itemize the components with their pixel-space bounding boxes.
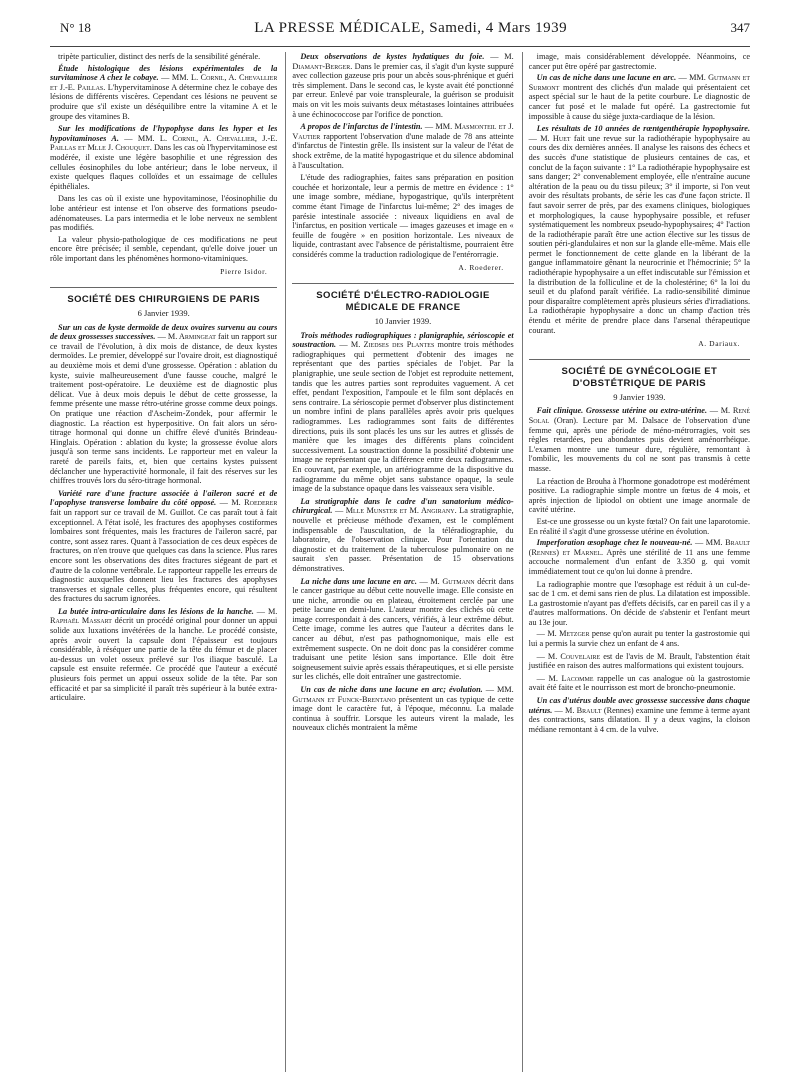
article-authors: — MM. Gutmann et Surmont: [528, 73, 751, 92]
article-authors: — M. Gutmann: [419, 576, 475, 586]
article-title: Variété rare d'une fracture associée à l'aileron sacré et de l'apophyse transverse lombaire du côté opposé.: [50, 488, 278, 508]
comment-author: — M. Metzger: [536, 629, 590, 639]
signature: A. Dariaux.: [698, 339, 741, 349]
article-authors: — M. René Solal: [528, 406, 751, 425]
article: [50, 323, 277, 486]
article: [292, 331, 513, 494]
paragraph: La radiographie montre que l'œsophage est réduit à un cul-de-sac de 1 cm. et demi sans rien de plus. La dilatation est impossible. La gastrostomie n'ayant pas d'effets décisifs, car en pareil cas il y a d'autres malformations. On décide de s'abstenir et l'enfant meurt au 13e jour.: [528, 579, 751, 627]
section-heading: SOCIÉTÉ DE GYNÉCOLOGIE ET D'OBSTÉTRIQUE DE PARIS: [561, 365, 718, 389]
article: [292, 52, 513, 119]
article-body: montre trois méthodes radiographiques qui permettent d'obtenir des images ne représentant que des parties spéciales de l'objet. Par la planigraphie, une seule section de l'objet est reproduite nettement, tandis que les autres parties sont reproduites vaguement. A cet effet, pendant l'exposition, l'ampoule et le film sont déplacés en sens contraire. La sérioscopie permet d'observer plus distinctement un nombre infini de plans parallèles après avoir pris quelques radiogrammes. Les radiogrammes sont faits de différentes directions, puis ils sont placés les uns sur les autres et glissés de manière que les images des différents plans coïncident successivement. La soustraction donne la possibilité d'obtenir une image ne représentant que la différence entre deux radiogrammes. En couvrant, par exemple, un artériogramme de la dispositive du radiogramme du même objet sans substance opaque, la seule image de la substance opaque dans les vaisseaux sera visible.: [292, 340, 514, 494]
paragraph: image, mais considérablement développée. Néanmoins, ce cancer put être opéré par gastrectomie.: [528, 52, 751, 71]
article-authors: — M. Brault: [554, 705, 602, 715]
comment-body: est de l'avis de M. Brault, l'abstention était justifiée en raison des autres malformations qui existent toujours.: [528, 651, 751, 671]
article-title: Étude histologique des lésions expérimentales de la survitaminose A chez le cobaye.: [50, 63, 278, 83]
article: [292, 497, 513, 574]
header-rule: [50, 46, 750, 47]
article: [292, 685, 513, 733]
paragraph: tripète particulier, distinct des nerfs de la sensibilité générale.: [58, 52, 261, 61]
page-number: 347: [730, 20, 750, 35]
column-2: [285, 52, 513, 1072]
article-title: A propos de l'infarctus de l'intestin.: [300, 122, 423, 132]
signature: A. Roederer.: [458, 263, 504, 273]
comment-body: rappelle un cas analogue où la gastrostomie avait été faite et le nourrisson est mort de broncho-pneumonie.: [528, 673, 751, 693]
article-title: Sur un cas de kyste dermoïde de deux ovaires survenu au cours de deux grossesses successives.: [50, 322, 278, 342]
article: [50, 607, 277, 703]
columns: [50, 52, 750, 1072]
article-title: Les résultats de 10 années de rœntgenthérapie hypophysaire.: [536, 124, 751, 134]
article-title: Deux observations de kystes hydatiques du foie.: [300, 52, 485, 61]
paragraph: L'étude des radiographies, faites sans préparation en position couchée et horizontale, leur a permis de mettre en évidence : 1° une image sombre, médiane, hypogastrique, qu'ils interprètent comme étant l'image de l'infarctus lui-même; 2° des images de parésie intestinale associée : niveaux liquidiens en aval de l'infarctus, en position verticale — images gazeuses et image en « feuille de fougère » en position horizontale. Les niveaux de liquide, contrastant avec l'absence de péristaltisme, pourraient être considérés comme la traduction radiologique de l'entérorragie.: [292, 173, 514, 259]
article: [529, 696, 750, 734]
article-authors: — MM. L. Cornil, A. Chevallier, J.-E. Paillas et Mlle J. Chouquet.: [50, 133, 278, 153]
section-heading: SOCIÉTÉ D'ÉLECTRO-RADIOLOGIE MÉDICALE DE FRANCE: [316, 290, 490, 314]
article-body: fait un rapport sur ce travail de M. Guillot. Ce cas paraît tout à fait exceptionnel. A l'état isolé, les fractures des apophyses costiformes lombaires sont fréquentes, mais les fractures de l'aileron sacré, par contre, sont assez rares. Quant à l'association de ces deux espèces de fractures, on n'en trouve que quelques cas dans la science. Plus rares encore sont les observations des dites fractures siégeant de part et d'autre de la colonne vertébrale. Le rapporteur rappelle les erreurs de diagnostic auxquelles donnent lieu les fractures des apophyses transverses et signale celles, plus fréquentes encore, qui résultent des fractures du sacrum ignorées.: [50, 507, 278, 604]
article-body: présentent un cas typique de cette image dont le caractère fut, à l'époque, méconnu. La malade continua à souffrir. Lorsque les auteurs virent la malade, les nouveaux clichés montraient la même: [292, 694, 514, 733]
article-title: Sur les modifications de l'hypophyse dans les hyper et les hypovitaminoses A.: [50, 124, 278, 143]
article-body: décrit un procédé original pour donner un appui solide aux luxations invétérées de la hanche. Le procédé consiste, après avoir ouvert la capsule dont l'épaisseur est toujours considérable, à réséquer une partie de la tête du fémur et de placer au-dessus un volet osseux prélevé sur l'os iliaque basculé. La capsule est ensuite refermée. Ce procédé que l'auteur a exécuté plusieurs fois permet un appui osseux solide de la tête. Par son efficacité et par sa simplicité il paraît très supérieur à la butée extra-articulaire.: [50, 616, 278, 703]
article-authors: — MM. Masmonteil et J. Vautier: [292, 122, 514, 141]
article-body: fait un rapport sur ce travail de l'évolution, à dix mois de distance, de deux kystes dermoïdes. Le premier, développé sur l'ovaire droit, est diagnostiqué au deuxième mois et demi d'une grossesse. Opération : ablation du kyste, suivie malheureusement d'une fausse couche, malgré le traitement post-opératoire. Le deuxième est de diagnostic plus délicat. Vue à deux mois depuis le début de cette grossesse, la femme présente une masse rétro-utérine grosse comme deux poings. On pratique une réaction d'Ascheim-Zondek, pour affermir le diagnostic. La réaction est hyperpositive. On fait alors un séro-titrage hormonal qui donne un chiffre élevé d'unités Brindeau-Hinglais. Opération : ablation du kyste; la grossesse évolue alors jusqu'à son terme sans incidents. Le rapporteur met en valeur la rareté de pareils faits, et, bien que certains kystes puissent déclancher une hyperactivité hormonale, il fait des réserves sur les chiffres trouvés lors du séro-titrage hormonal.: [50, 332, 278, 486]
section-header: [50, 287, 277, 319]
paragraph: Est-ce une grossesse ou un kyste fœtal? On fait une laparotomie. En réalité il s'agit d'une grossesse utérine en évolution.: [528, 516, 751, 536]
article-title: Trois méthodes radiographiques : planigraphie, sérioscopie et soustraction.: [292, 330, 514, 350]
signature: Pierre Isidor.: [220, 267, 268, 277]
comment: [529, 652, 750, 671]
article-body: La stratigraphie, nouvelle et précieuse méthode d'examen, est le complément indispensable de l'auscultation, de la téléradiographie, du laboratoire, de l'observation clinique. Pour l'orientation du diagnostic et du traitement de la tuberculose pulmonaire on ne saurait s'en passer. Présentation de 15 observations démonstratives.: [292, 506, 514, 573]
article: [292, 122, 513, 170]
article-title: La niche dans une lacune en arc.: [300, 576, 417, 586]
journal-title: LA PRESSE MÉDICALE, Samedi, 4 Mars 1939: [254, 20, 568, 36]
section-heading: SOCIÉTÉ DES CHIRURGIENS DE PARIS: [67, 294, 260, 306]
article-body: montrent des clichés d'un malade qui présentaient cet aspect spécial sur le haut de la petite courbure. Le diagnostic de cancer fut posé et le malade fut opéré. La gastrectomie fut impossible à cause du siège juxta-cardiaque de la lésion.: [528, 82, 751, 121]
article-authors: — M. Raphaël Massart: [50, 606, 278, 626]
issue-number: N° 18: [60, 20, 91, 35]
section-date: 6 Janvier 1939.: [137, 308, 190, 319]
article-title: Un cas de niche dans une lacune en arc; évolution.: [300, 685, 483, 695]
comment-author: — M. Lacomme: [536, 673, 594, 683]
article-body: Dans le premier cas, il s'agit d'un kyste suppuré avec collection gazeuse pris pour un abcès sous-phrénique et guéri très simplement. Dans le second cas, le kyste avait été ponctionné par erreur. Enlevé par voie transpleurale, la guérison se produisit mais on vit les mois suivants deux métastases lointaines attribuées à une échinococcose par l'orifice de ponction.: [292, 61, 514, 119]
article-body: décrit dans le cancer gastrique au début cette nouvelle image. Elle consiste en une niche, arrondie ou en plateau, étroitement cerclée par une petite lacune en demi-lune. L'auteur montre des clichés où cette image correspondait à des cancers, vérifiés, à leur extrême début. Cette image, comme les autres que l'auteur a décrites dans le cancer au début, n'est pas pathognomonique, mais elle est extrêmement suspecte. On ne doit donc pas la considérer comme traduisant une petite lésion sans importance. Elle doit être soigneusement suivie après essais thérapeutiques, et si elle persiste sur les clichés, elle doit entraîner une gastrectomie.: [292, 576, 514, 682]
article-title: La stratigraphie dans le cadre d'un sanatorium médico-chirurgical.: [292, 496, 514, 516]
paragraph: La réaction de Brouha à l'hormone gonadotrope est modérément positive. La radiographie simple montre un fœtus de 4 mois, et après injection de lipiodol on obtient une image anormale de cavité utérine.: [528, 476, 751, 515]
column-3: [522, 52, 750, 1072]
article-body: (Rennes) examine une femme à terme ayant des contractions, sans dilatation. Il y a deux vagins, la cloison médiane remontant à 4 cm. de la vulve.: [528, 705, 751, 734]
article: [529, 538, 750, 576]
article: [529, 73, 750, 121]
article-body: Dans les cas où l'hypervitaminose est modérée, il existe une légère basophilie et une régression des cellules éosinophiles du lobe antérieur; dans le lobe nerveux, il existe quelques flaques colloïdes et un essaimage de cellules épithéliales.: [50, 143, 278, 191]
comment: [529, 629, 750, 648]
article-title: Un cas d'utérus double avec grossesse successive dans chaque utérus.: [528, 696, 751, 715]
section-header: [292, 283, 513, 327]
article-body: fait une revue sur la radiothérapie hypophysaire au cours des dix dernières années. Il analyse les raisons des échecs et des succès d'une statistique de plusieurs centaines de cas, et conclut de la façon suivante : 1° La radiothérapie hypophysaire est sans danger; 2° convenablement employée, elle n'entraîne aucune altération de la peau ou du tissu pileux; 3° il importe, si l'on veut avoir des résultats probants, de série les cas d'une façon stricte. Il faut savoir serrer de près, par des examens cliniques, biologiques et morphologiques, la cause hypophysaire possible, et refuser systématiquement les nombreux pseudo-hypophysaires; 4° l'action de la radiothérapie paraît être une action élective sur les tissus de soutien péri-glandulaires et non sur la glande elle-même. Mais elle permet le fonctionnement de cette glande en la libérant de la gangue inflammatoire gênant la neurocrinie et l'hémocrinie; 5° la radiothérapie hypophysaire a un effet indiscutable sur l'émission et la distribution de la folliculine et de la cholestérine; 6° la loi du seuil et du plafond paraît vérifiée. La radio-sensibilité diminue pour disparaître complètement après plusieurs séries d'irradiations. La radiothérapie hypophysaire a donc un champ d'action très étendu et mérite de prendre place dans l'arsenal thérapeutique courant.: [528, 133, 751, 335]
paragraph: La valeur physio-pathologique de ces modifications ne peut encore être précisée; il semble, cependant, qu'elle doive jouer un rôle important dans les phénomènes hormono-vitaminiques.: [50, 234, 278, 263]
article: [50, 489, 277, 604]
article-authors: — M. Armingeat: [157, 332, 216, 342]
article-body: rapportent l'observation d'une malade de 78 ans atteinte d'infarctus de l'intestin grêle. Ils insistent sur la valeur de l'état de shock extrême, de la matité hypogastrique et du silence abdominal à l'auscultation.: [292, 131, 514, 170]
article-title: Un cas de niche dans une lacune en arc.: [536, 73, 677, 83]
article-authors: — MM. Brault (Rennes) et Marnel.: [528, 538, 751, 557]
article: [50, 64, 277, 122]
article-body: Après une stérilité de 11 ans une femme accouche normalement d'un enfant de 3.350 g. qui vomit immédiatement tout ce qu'on lui donne à prendre.: [528, 547, 751, 576]
article-authors: — M. Huet: [528, 133, 571, 143]
article: [292, 577, 513, 683]
paragraph: Dans les cas où il existe une hypovitaminose, l'éosinophilie du lobe antérieur est intense et l'on observe des formations pseudo-adénomateuses. La pars intermedia et le lobe nerveux ne semblent pas modifiés.: [50, 194, 278, 233]
article-authors: — Mlle Munster et M. Angirany.: [334, 506, 457, 516]
section-header: [529, 359, 750, 403]
article-body: (Oran). Lecture par M. Dalsace de l'observation d'une femme qui, après une période de méno-métrorragies, voit ses règles retardées, peu abondantes puis devient aménorrhéique. L'examen montre une tumeur dure, régulière, remontant à l'ombilic, les mouvements du col ne sont pas transmis à cette masse.: [528, 416, 751, 473]
comment-author: — M. Couvelaire: [536, 651, 601, 661]
comment: [529, 674, 750, 693]
section-date: 9 Janvier 1939.: [613, 391, 666, 402]
comment-body: pense qu'on aurait pu tenter la gastrostomie qui lui a permis la survie chez un enfant de 4 ans.: [528, 629, 751, 649]
page-header: [60, 20, 750, 40]
article-title: La butée intra-articulaire dans les lésions de la hanche.: [58, 606, 254, 616]
article-title: Fait clinique. Grossesse utérine ou extra-utérine.: [536, 406, 708, 416]
article-authors: — MM. L. Cornil, A. Chevallier et J.-E. Paillas.: [50, 73, 278, 92]
column-1: [50, 52, 277, 1072]
article: [529, 406, 750, 473]
article-authors: — M. Roederer: [219, 498, 278, 508]
article-body: L'hypervitaminose A détermine chez le cobaye des lésions de différents viscères. Cependant ces lésions ne peuvent se produire que s'il existe un déséquilibre entre la vitamine A et le groupe des vitamines B.: [50, 82, 278, 121]
article-authors: — MM. Gutmann et Funck-Brentano: [292, 685, 514, 704]
article: [50, 124, 277, 191]
section-date: 10 Janvier 1939.: [374, 316, 432, 327]
article-authors: — M. Diamant-Berger.: [292, 52, 514, 71]
article-authors: — M. Ziedses des Plantes: [339, 340, 435, 350]
article-title: Imperforation œsophage chez le nouveau-né.: [536, 538, 693, 548]
article: [529, 124, 750, 335]
